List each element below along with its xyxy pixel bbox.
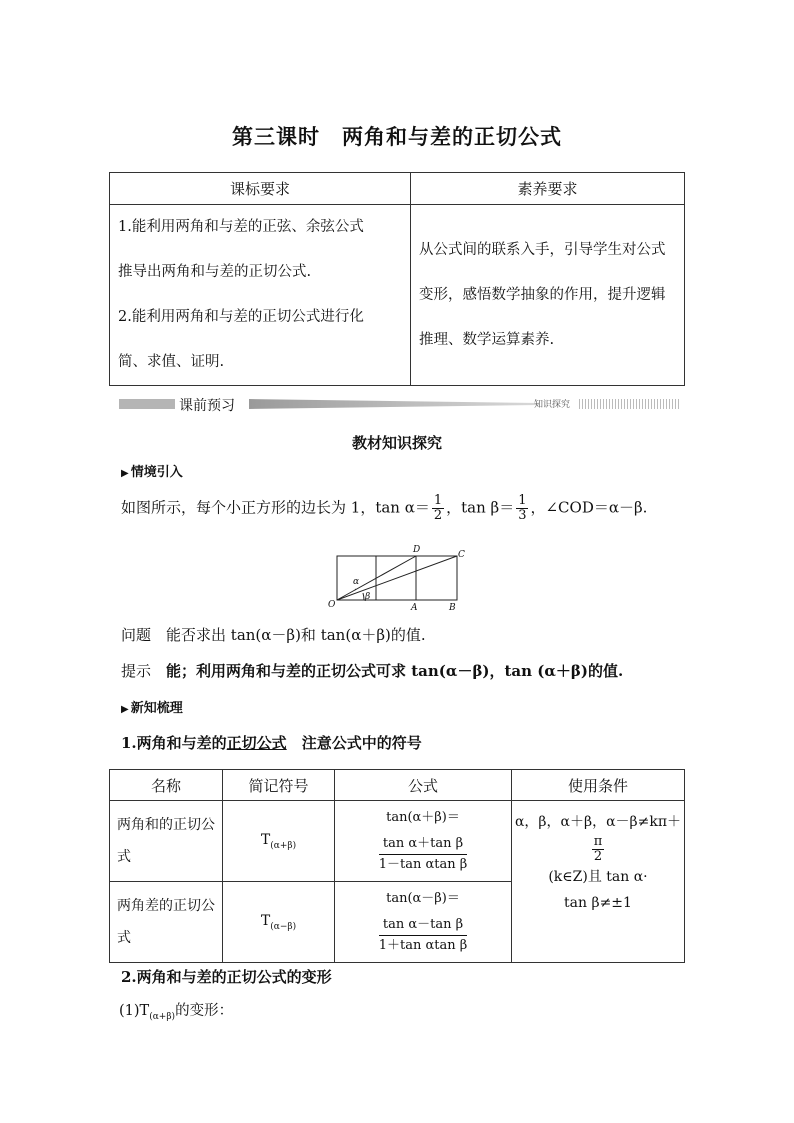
triangle-icon: ▶ bbox=[121, 704, 129, 715]
question-text: 能否求出 tan(α－β)和 tan(α＋β)的值. bbox=[166, 626, 426, 644]
formula-lhs: tan(α＋β)＝ bbox=[386, 809, 460, 825]
formula-fraction bbox=[379, 808, 468, 875]
row-formula bbox=[335, 882, 512, 963]
req-line: 推理、数学运算素养. bbox=[419, 331, 555, 348]
label-d: D bbox=[413, 545, 421, 555]
fraction-denominator: 2 bbox=[593, 849, 603, 864]
banner-block bbox=[119, 399, 175, 409]
label-c: C bbox=[458, 550, 465, 560]
req-line: 1.能利用两角和与差的正弦、余弦公式 bbox=[118, 219, 364, 235]
formula-fraction bbox=[379, 889, 468, 956]
req-line: 推导出两角和与差的正切公式. bbox=[118, 264, 312, 280]
heading-1-underlined: 正切公式 bbox=[226, 734, 287, 752]
banner-label-preview: 课前预习 bbox=[179, 398, 235, 414]
abbr: T bbox=[260, 831, 271, 848]
angle-arc bbox=[363, 593, 364, 600]
formula-lhs: tan(α－β)＝ bbox=[386, 890, 460, 906]
heading-1-note: 注意公式中的符号 bbox=[301, 734, 422, 752]
tag-intro-label: 情境引入 bbox=[130, 465, 183, 480]
abbr-sub: (α+β) bbox=[270, 840, 297, 851]
hint-text: 能；利用两角和与差的正切公式可求 tan(α－β)，tan (α＋β)的值. bbox=[166, 662, 624, 680]
label-o: O bbox=[328, 600, 336, 610]
fraction-pi-over-2 bbox=[592, 835, 605, 864]
intro-text: ，tan β＝ bbox=[446, 498, 515, 517]
hint bbox=[121, 660, 623, 681]
req-line: 从公式间的联系入手，引导学生对公式 bbox=[419, 241, 666, 258]
grid-figure bbox=[325, 543, 475, 615]
name-line: 两角差的正切公 bbox=[117, 898, 215, 914]
row-name bbox=[110, 882, 223, 963]
condition-line-3: tan β≠±1 bbox=[564, 895, 632, 911]
heading-2: 2.两角和与差的正切公式的变形 bbox=[121, 968, 332, 986]
formula-denominator: 1－tan αtan β bbox=[378, 856, 468, 872]
abbr-sub: (α−β) bbox=[270, 921, 297, 932]
heading-3-suffix: 的变形： bbox=[175, 1003, 234, 1019]
formula-table bbox=[109, 769, 685, 963]
condition-cell bbox=[512, 801, 685, 963]
label-alpha: α bbox=[353, 577, 360, 587]
heading-3-prefix: (1)T bbox=[119, 1003, 150, 1019]
label-b: B bbox=[449, 603, 456, 613]
name-line: 式 bbox=[117, 849, 131, 865]
header-abbr: 简记符号 bbox=[223, 770, 335, 801]
req-line: 2.能利用两角和与差的正切公式进行化 bbox=[118, 309, 364, 325]
banner-gradient bbox=[249, 399, 539, 409]
heading-3 bbox=[119, 999, 233, 1022]
literacy-requirements bbox=[411, 205, 685, 386]
fraction-denominator: 3 bbox=[518, 508, 527, 523]
banner-label-explore: 知识探究 bbox=[534, 400, 571, 410]
name-line: 式 bbox=[117, 930, 131, 946]
section-banner bbox=[119, 397, 680, 414]
tag-new bbox=[121, 697, 183, 716]
fraction-numerator: 1 bbox=[433, 493, 443, 508]
intro-text: 如图所示，每个小正方形的边长为 1，tan α＝ bbox=[121, 498, 430, 517]
question bbox=[121, 624, 426, 645]
formula-denominator: 1＋tan αtan β bbox=[378, 937, 468, 953]
row-abbr bbox=[223, 882, 335, 963]
triangle-icon: ▶ bbox=[121, 468, 129, 479]
row-formula bbox=[335, 801, 512, 882]
condition-line-2: (k∈Z)且 tan α· bbox=[548, 869, 648, 885]
row-abbr bbox=[223, 801, 335, 882]
header-formula: 公式 bbox=[335, 770, 512, 801]
banner-stripes bbox=[579, 399, 680, 409]
fraction-tan-alpha bbox=[432, 494, 444, 523]
label-a: A bbox=[411, 603, 418, 613]
heading-3-sub: (α+β) bbox=[149, 1011, 176, 1022]
heading-1 bbox=[121, 732, 422, 753]
condition-text: α，β，α＋β，α－β≠kπ＋ bbox=[514, 814, 682, 830]
header-literacy: 素养要求 bbox=[411, 173, 685, 205]
req-line: 简、求值、证明. bbox=[118, 354, 225, 370]
heading-1-prefix: 1.两角和与差的 bbox=[121, 734, 227, 752]
abbr: T bbox=[260, 912, 271, 929]
header-condition: 使用条件 bbox=[512, 770, 685, 801]
intro-text: ，∠COD＝α－β. bbox=[530, 498, 648, 517]
fraction-denominator: 2 bbox=[433, 508, 443, 523]
formula-numerator: tan α－tan β bbox=[379, 915, 468, 936]
curriculum-requirements bbox=[110, 205, 411, 386]
row-name bbox=[110, 801, 223, 882]
hint-label: 提示 bbox=[121, 662, 152, 680]
req-line: 变形，感悟数学抽象的作用，提升逻辑 bbox=[419, 286, 666, 303]
condition-line-1 bbox=[512, 809, 684, 864]
fraction-numerator: 1 bbox=[518, 493, 527, 508]
header-curriculum: 课标要求 bbox=[110, 173, 411, 205]
header-name: 名称 bbox=[110, 770, 223, 801]
tag-intro bbox=[121, 461, 183, 480]
fraction-tan-beta bbox=[516, 494, 528, 523]
table-row bbox=[110, 801, 685, 882]
formula-numerator: tan α＋tan β bbox=[379, 834, 468, 855]
requirements-table bbox=[109, 172, 685, 386]
label-beta: β bbox=[365, 592, 371, 602]
tag-new-label: 新知梳理 bbox=[130, 701, 183, 716]
name-line: 两角和的正切公 bbox=[117, 817, 215, 833]
question-label: 问题 bbox=[121, 626, 152, 644]
page-title: 第三课时 两角和与差的正切公式 bbox=[232, 124, 562, 149]
fraction-numerator: π bbox=[593, 834, 603, 849]
section-title: 教材知识探究 bbox=[351, 434, 442, 452]
intro-paragraph bbox=[121, 494, 647, 523]
